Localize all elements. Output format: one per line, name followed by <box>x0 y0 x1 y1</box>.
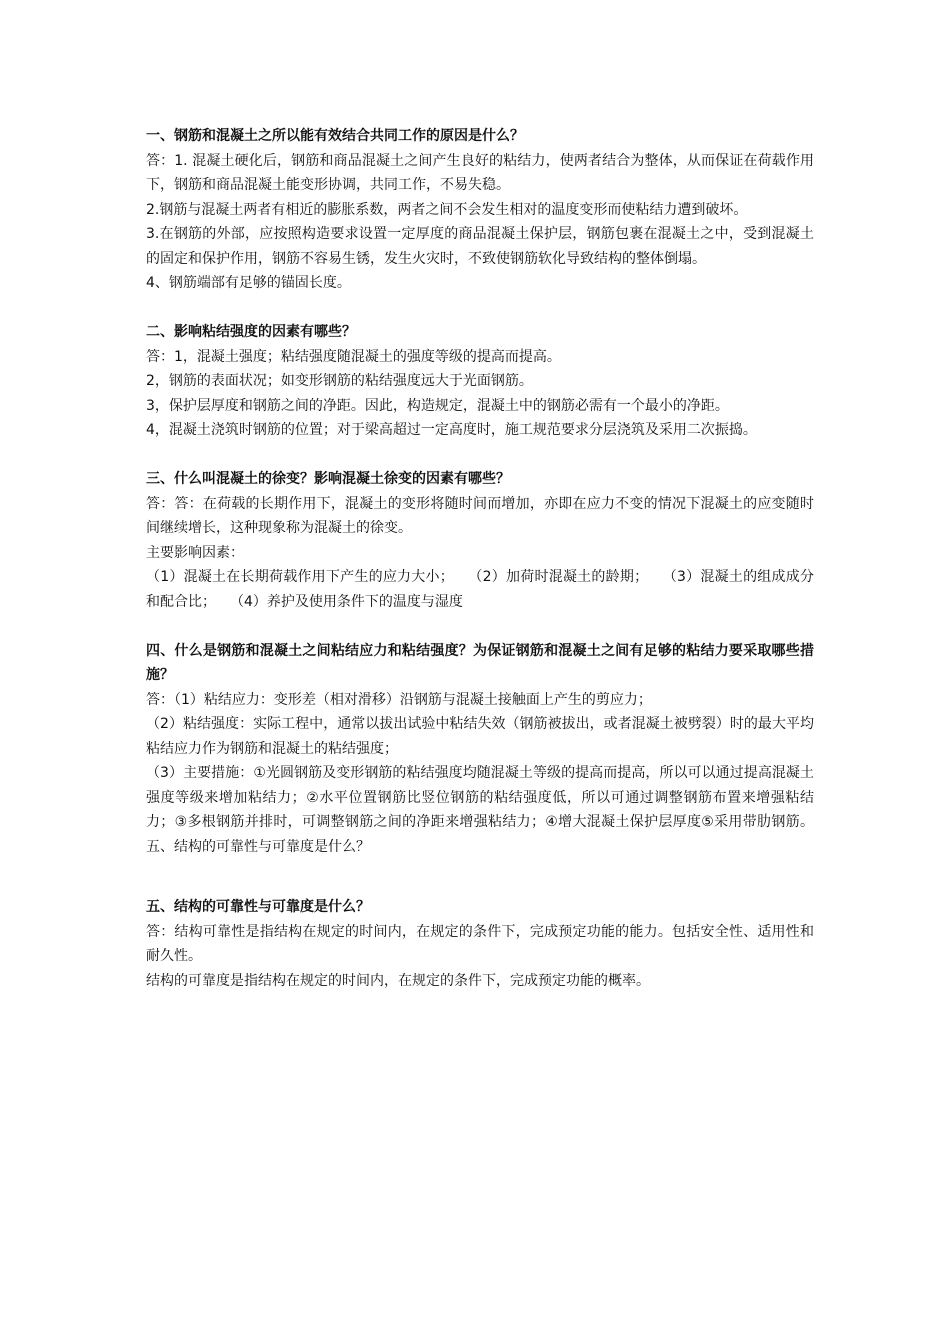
answer-paragraph: 答：结构可靠性是指结构在规定的时间内，在规定的条件下，完成预定功能的能力。包括安全性、适用性和耐久性。 <box>146 923 814 964</box>
answer-paragraph: 答：（1）粘结应力：变形差（相对滑移）沿钢筋与混凝土接触面上产生的剪应力； <box>146 691 652 708</box>
section-heading: 三、什么叫混凝土的徐变？影响混凝土徐变的因素有哪些？ <box>146 471 510 487</box>
section-spacer <box>146 614 814 639</box>
answer-paragraph: 2，钢筋的表面状况；如变形钢筋的粘结强度远大于光面钢筋。 <box>146 373 533 389</box>
section-bond-strength-factors <box>146 320 814 443</box>
answer-paragraph: 主要影响因素： <box>146 544 244 561</box>
answer-paragraph: 答：1. 混凝土硬化后，钢筋和商品混凝土之间产生良好的粘结力，使两者结合为整体，从而保证在荷载作用下，钢筋和商品混凝土能变形协调，共同工作，不易失稳。 <box>146 152 814 193</box>
answer-paragraph: 4，混凝土浇筑时钢筋的位置；对于梁高超过一定高度时，施工规范要求分层浇筑及采用二次振捣。 <box>146 422 757 438</box>
section-spacer <box>146 443 814 468</box>
answer-paragraph: （3）主要措施：①光圆钢筋及变形钢筋的粘结强度均随混凝土等级的提高而提高，所以可以通过提高混凝土强度等级来增加粘结力；②水平位置钢筋比竖位钢筋的粘结强度低，所以可通过调整钢筋布置来增强粘结力；③多根钢筋并排时，可调整钢筋之间的净距来增强粘结力；④增大混凝土保护层厚度⑤采用带肋钢筋。五、结构的可靠性与可靠度是什么？ <box>146 765 814 855</box>
answer-paragraph: （1）混凝土在长期荷载作用下产生的应力大小； （2）加荷时混凝土的龄期； （3）混凝土的组成成分和配合比； （4）养护及使用条件下的温度与湿度 <box>146 569 814 610</box>
section-spacer <box>146 859 814 895</box>
answer-paragraph: 3，保护层厚度和钢筋之间的净距。因此，构造规定，混凝土中的钢筋必需有一个最小的净距。 <box>146 397 729 414</box>
answer-paragraph: 答：答：在荷载的长期作用下，混凝土的变形将随时间而增加，亦即在应力不变的情况下混凝土的应变随时间继续增长，这种现象称为混凝土的徐变。 <box>146 495 814 536</box>
answer-paragraph: 结构的可靠度是指结构在规定的时间内，在规定的条件下，完成预定功能的概率。 <box>146 972 650 989</box>
section-heading: 五、结构的可靠性与可靠度是什么？ <box>146 899 370 915</box>
answer-paragraph: 2.钢筋与混凝土两者有相近的膨胀系数，两者之间不会发生相对的温度变形而使粘结力遭到破坏。 <box>146 201 748 218</box>
section-reliability <box>146 895 814 993</box>
document-page <box>146 124 814 993</box>
section-creep <box>146 467 814 614</box>
section-heading: 二、影响粘结强度的因素有哪些？ <box>146 324 356 340</box>
section-heading: 四、什么是钢筋和混凝土之间粘结应力和粘结强度？为保证钢筋和混凝土之间有足够的粘结力要采取哪些措施？ <box>146 642 814 683</box>
section-spacer <box>146 296 814 321</box>
answer-paragraph: 4、钢筋端部有足够的锚固长度。 <box>146 275 351 291</box>
section-bond-stress <box>146 639 814 860</box>
answer-paragraph: 3.在钢筋的外部，应按照构造要求设置一定厚度的商品混凝土保护层，钢筋包裹在混凝土之中，受到混凝土的固定和保护作用，钢筋不容易生锈，发生火灾时，不致使钢筋软化导致结构的整体倒塌。 <box>146 226 814 267</box>
answer-paragraph: （2）粘结强度：实际工程中，通常以拔出试验中粘结失效（钢筋被拔出，或者混凝土被劈裂）时的最大平均粘结应力作为钢筋和混凝土的粘结强度； <box>146 716 814 757</box>
section-bond-reasons <box>146 124 814 296</box>
section-heading: 一、钢筋和混凝土之所以能有效结合共同工作的原因是什么？ <box>146 128 524 144</box>
answer-paragraph: 答：1，混凝土强度；粘结强度随混凝土的强度等级的提高而提高。 <box>146 348 561 365</box>
